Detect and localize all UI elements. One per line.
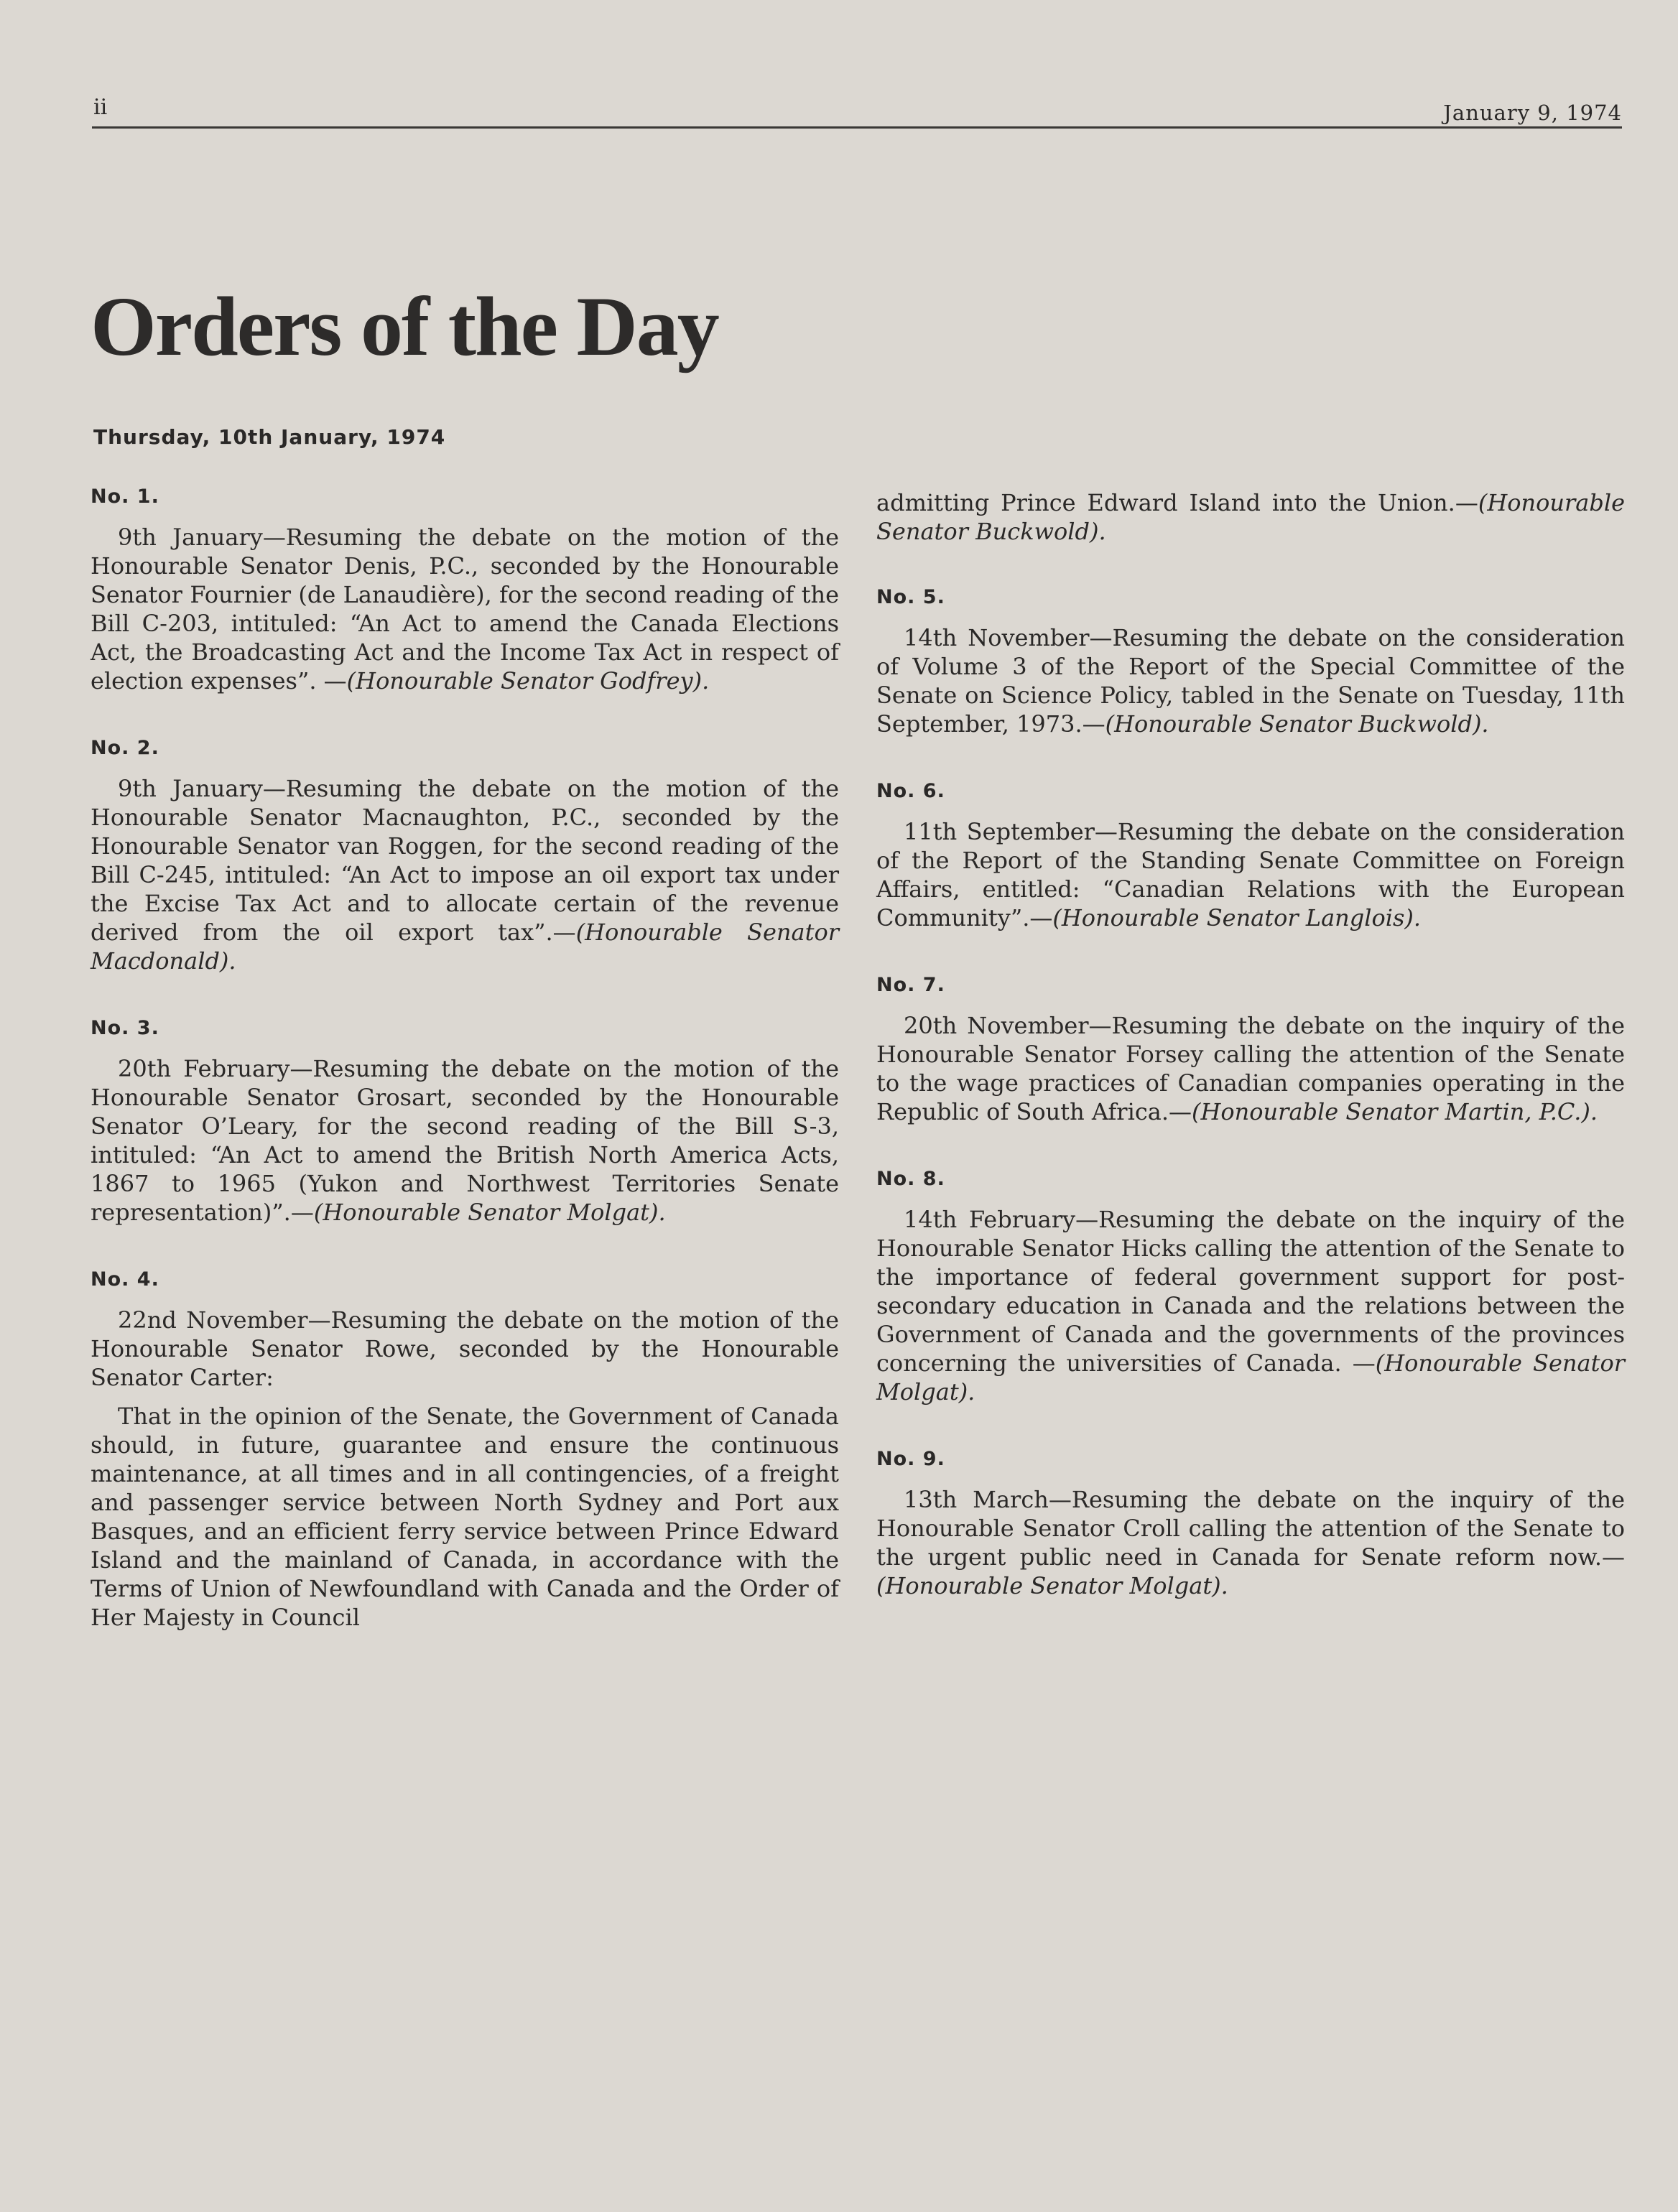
item-attribution: (Honourable Senator Macdonald). — [91, 919, 840, 975]
item-text: 9th January—Resuming the debate on the motion of the Honourable Senator Macnaughton, P.C., seconded by the Honourable Senator van Roggen, for the second reading of the Bill C-245, intituled: “An Act to impose an oil export tax under the Excise Tax Act and to allocate certain of the revenue derived from the oil export tax”.—(Honourable Senator Macdonald). — [91, 775, 840, 975]
order-item-3 — [91, 1014, 839, 1227]
item-number: No. 9. — [876, 1448, 945, 1470]
item-text: 14th February—Resuming the debate on the inquiry of the Honourable Senator Hicks calling the attention of the Senate to the importance of federal government support for post-secondary education in Canada and the relations between the Government of Canada and the governments of the provinces concerning the universities of Canada. —(Honourable Senator Molgat). — [876, 1206, 1626, 1405]
left-column — [91, 483, 839, 1670]
item-attribution: (Honourable Senator Molgat). — [313, 1199, 666, 1226]
item-attribution: (Honourable Senator Buckwold). — [876, 489, 1625, 545]
order-item-5 — [876, 583, 1625, 738]
order-item-7 — [876, 971, 1625, 1126]
item-number: No. 2. — [91, 737, 159, 759]
order-item-4 — [91, 1265, 839, 1632]
item-number: No. 5. — [876, 586, 945, 608]
item-text: 13th March—Resuming the debate on the inquiry of the Honourable Senator Croll calling the attention of the Senate to the urgent public need in Canada for Senate reform now.—(Honourable Senator Molgat). — [876, 1486, 1625, 1599]
item-number: No. 8. — [876, 1168, 945, 1190]
item-attribution: (Honourable Senator Langlois). — [1052, 904, 1422, 931]
order-item-8 — [876, 1165, 1625, 1406]
item-number: No. 7. — [876, 974, 945, 996]
item-attribution: (Honourable Senator Buckwold). — [1105, 710, 1489, 738]
item-number: No. 3. — [91, 1017, 159, 1039]
item-attribution: (Honourable Senator Molgat). — [876, 1349, 1626, 1405]
item-number: No. 1. — [91, 485, 159, 508]
item-number: No. 4. — [91, 1268, 159, 1291]
order-item-1 — [91, 483, 839, 695]
order-item-6 — [876, 777, 1625, 932]
motion-text: That in the opinion of the Senate, the Government of Canada should, in future, guarantee and ensure the continuous maintenance, at all times and in all contingencies, of a freight and passenger service between North Sydney and Port aux Basques, and an efficient ferry service between Prince Edward Island and the mainland of Canada, in accordance with the Terms of Union of Newfoundland with Canada and the Order of Her Majesty in Council — [91, 1403, 839, 1631]
item-4-continuation: admitting Prince Edward Island into the Union.—(Honourable Senator Buckwold). — [876, 489, 1625, 545]
item-attribution: (Honourable Senator Molgat). — [876, 1572, 1228, 1599]
item-text: 20th November—Resuming the debate on the inquiry of the Honourable Senator Forsey calling the attention of the Senate to the wage practices of Canadian companies operating in the Republic of South Africa.—(Honourable Senator Martin, P.C.). — [876, 1012, 1625, 1125]
item-attribution: (Honourable Senator Martin, P.C.). — [1191, 1098, 1598, 1125]
page-number: ii — [93, 95, 108, 120]
order-item-2 — [91, 734, 839, 975]
order-item-9 — [876, 1445, 1625, 1600]
page-title: Orders of the Day — [91, 279, 718, 373]
right-column — [876, 488, 1625, 1639]
item-text: 9th January—Resuming the debate on the motion of the Honourable Senator Denis, P.C., seconded by the Honourable Senator Fournier (de Lanaudière), for the second reading of the Bill C-203, intituled: “An Act to amend the Canada Elections Act, the Broadcasting Act and the Income Tax Act in respect of election expenses”. —(Honourable Senator Godfrey). — [91, 524, 839, 694]
item-text: 14th November—Resuming the debate on the consideration of Volume 3 of the Report of the Special Committee of the Senate on Science Policy, tabled in the Senate on Tuesday, 11th September, 1973.—(Honourable Senator Buckwold). — [876, 624, 1625, 738]
item-text: 22nd November—Resuming the debate on the motion of the Honourable Senator Rowe, seconded by the Honourable Senator Carter: — [91, 1306, 839, 1391]
header-rule — [92, 126, 1622, 129]
item-text: 20th February—Resuming the debate on the motion of the Honourable Senator Grosart, seconded by the Honourable Senator O’Leary, for the second reading of the Bill S-3, intituled: “An Act to amend the British North America Acts, 1867 to 1965 (Yukon and Northwest Territories Senate representation)”.—(Honourable Senator Molgat). — [91, 1055, 839, 1226]
item-attribution: (Honourable Senator Godfrey). — [346, 667, 710, 694]
item-text: 11th September—Resuming the debate on the consideration of the Report of the Standing Senate Committee on Foreign Affairs, entitled: “Canadian Relations with the European Community”.—(Honourable Senator Langlois). — [876, 818, 1625, 931]
sitting-date: Thursday, 10th January, 1974 — [93, 425, 446, 449]
header-date: January 9, 1974 — [1443, 101, 1622, 125]
item-number: No. 6. — [876, 780, 945, 802]
